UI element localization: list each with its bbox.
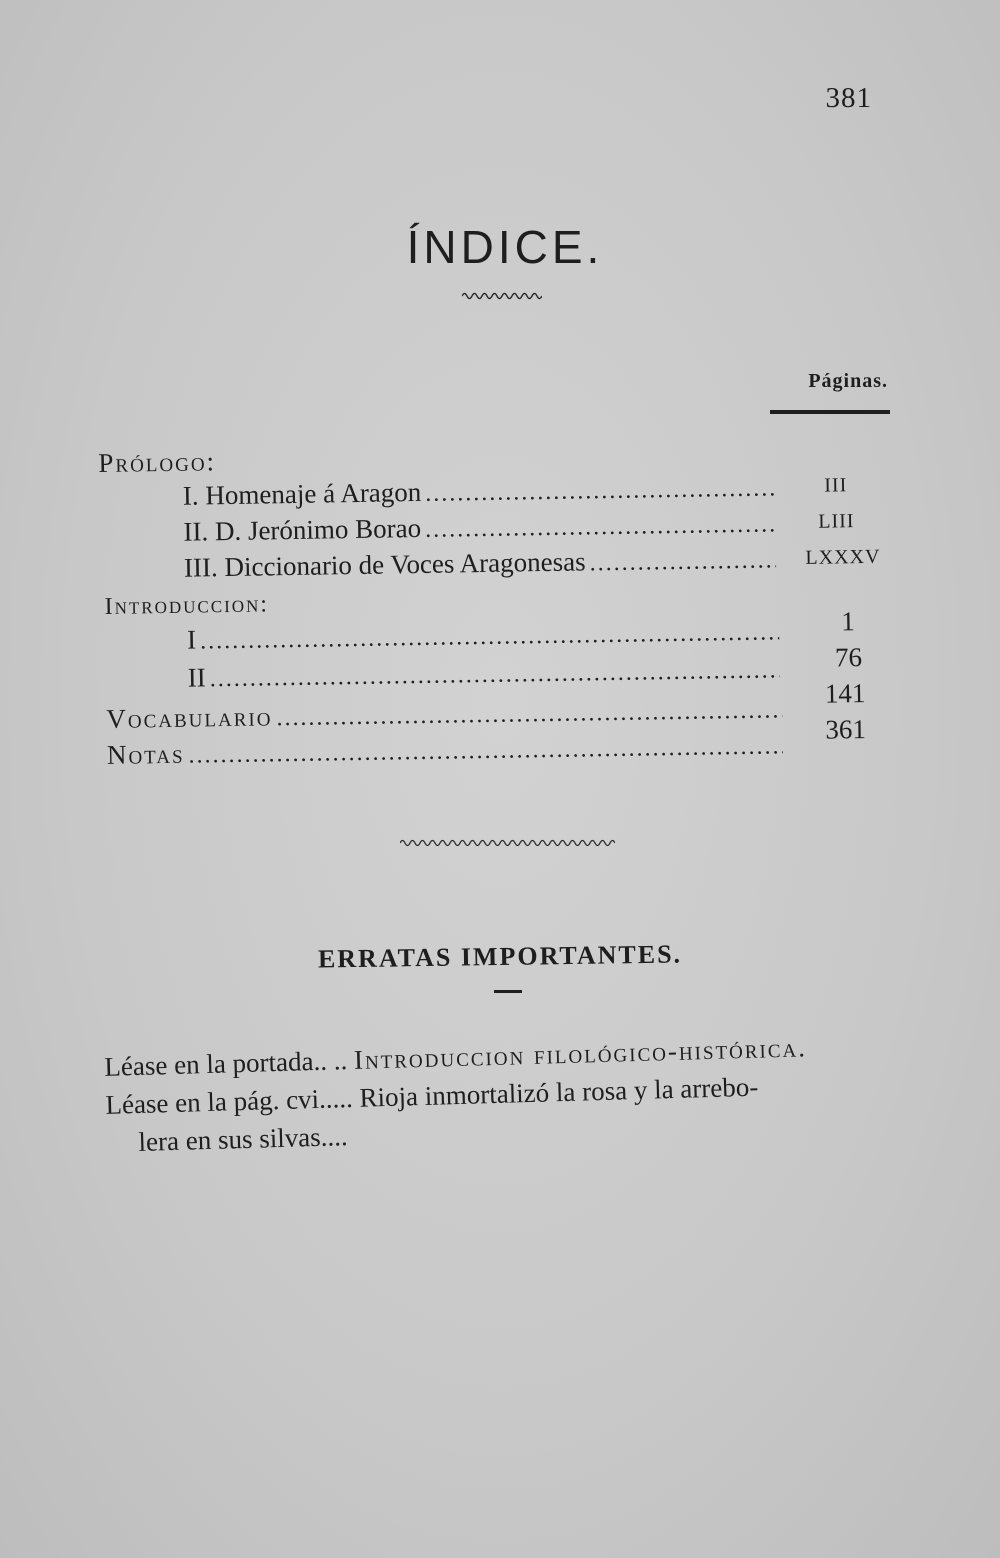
toc-entry-page: LIII: [818, 510, 855, 533]
dot-leader: [210, 657, 780, 693]
pages-header-rule: [770, 410, 890, 414]
toc-entry: [187, 615, 779, 655]
toc-entry-label: I. Homenaje á Aragon: [182, 476, 422, 511]
toc-section-prologo: Prólogo:: [98, 446, 217, 479]
page-number: 381: [825, 82, 872, 114]
toc-entry-label: II. D. Jerónimo Borao: [183, 512, 422, 547]
toc-entry: [183, 471, 775, 511]
errata-list: [0, 1027, 1000, 1157]
toc-entry-page: 361: [825, 714, 867, 745]
toc-entry-label: III. Diccionario de Voces Aragonesas: [183, 546, 586, 583]
toc-entry: [188, 653, 780, 693]
errata-text: Rioja inmortalizó la rosa y la arrebo-: [359, 1071, 759, 1113]
dot-leader: [425, 475, 775, 507]
dot-leader: [188, 733, 783, 769]
errata-lead: Léase en la pág. cvi.....: [105, 1082, 354, 1120]
dot-leader: [200, 619, 779, 655]
errata-lead: Léase en la portada.. ..: [103, 1045, 348, 1082]
errata-text: Introduccion filológico-histórica.: [353, 1032, 808, 1075]
erratas-heading: ERRATAS IMPORTANTES.: [317, 939, 683, 974]
toc-entry-label: Notas: [106, 738, 185, 770]
toc-entry: [106, 693, 782, 735]
toc-entry-page: 1: [840, 606, 855, 637]
pages-column-header: Páginas.: [808, 370, 888, 392]
page-title: ÍNDICE.: [406, 221, 604, 273]
toc-entry: [184, 543, 776, 583]
toc-entry-label: I: [186, 624, 197, 655]
dot-leader: [425, 511, 776, 543]
ornament-wave-top: [462, 290, 542, 302]
erratas-rule: [494, 990, 522, 993]
toc-entry: [183, 507, 775, 547]
errata-item: [138, 1121, 348, 1158]
dot-leader: [589, 547, 776, 577]
toc-entry-label: II: [187, 662, 206, 693]
table-of-contents: [0, 426, 1000, 770]
errata-text: lera en sus silvas....: [138, 1121, 349, 1157]
dot-leader: [276, 697, 782, 732]
toc-entry-page: III: [824, 474, 848, 497]
toc-entry-page: 76: [834, 642, 863, 673]
toc-entry: [107, 729, 783, 771]
toc-entry-label: Vocabulario: [106, 701, 273, 734]
ornament-wave-bottom: [400, 835, 615, 849]
toc-entry-page: LXXXV: [805, 545, 881, 569]
toc-entry-page: 141: [824, 678, 866, 709]
toc-section-introduccion: Introduccion:: [104, 591, 270, 620]
